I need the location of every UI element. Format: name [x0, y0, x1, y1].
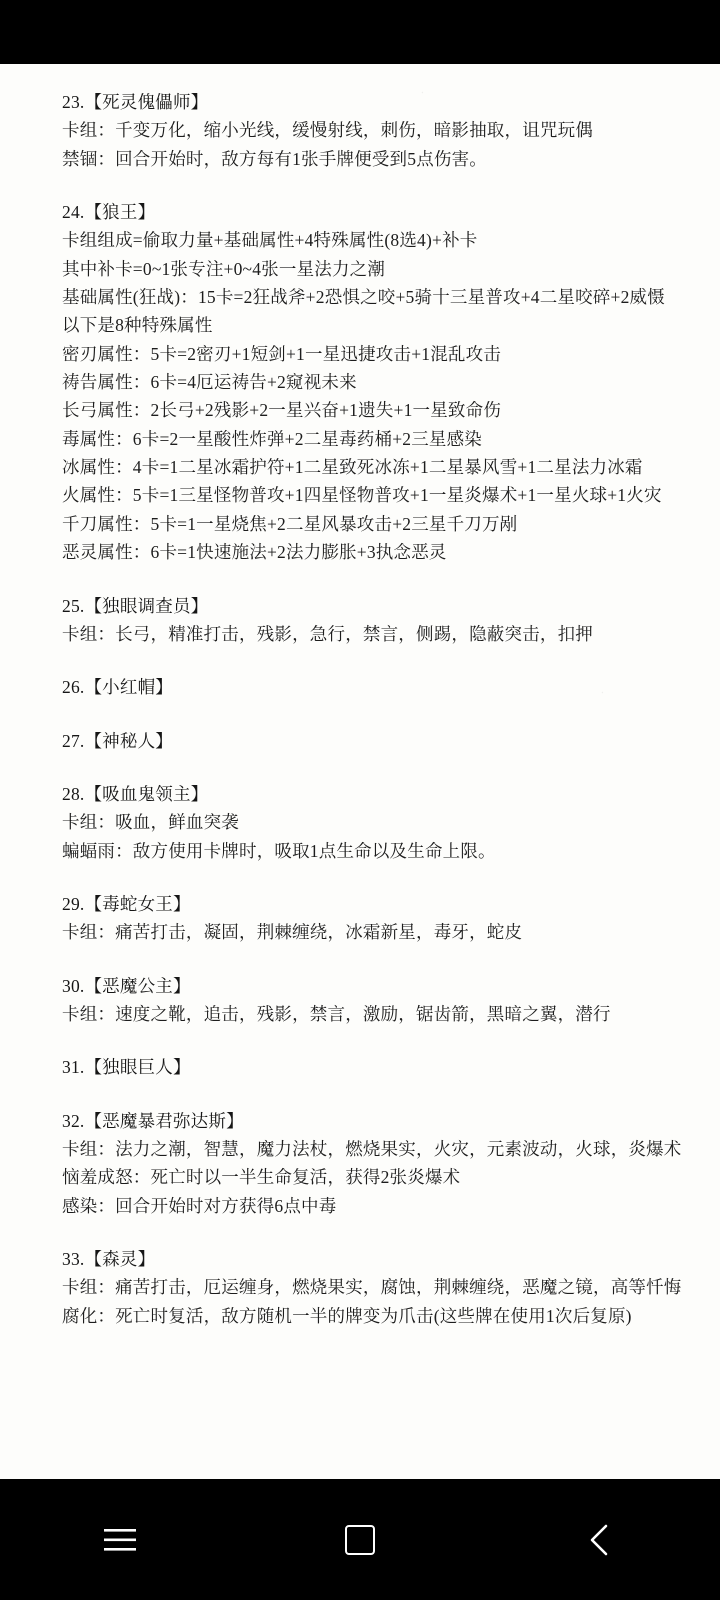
menu-button[interactable]	[60, 1510, 180, 1570]
entry-line: 卡组：痛苦打击，凝固，荆棘缠绕，冰霜新星，毒牙，蛇皮	[62, 922, 523, 943]
entry-title: 31.【独眼巨人】	[62, 1057, 191, 1078]
document-body	[0, 64, 720, 1340]
watermark: ·	[417, 83, 427, 100]
entry-line: 以下是8种特殊属性	[62, 315, 213, 336]
entry-line: 恼羞成怒：死亡时以一半生命复活，获得2张炎爆术	[62, 1167, 461, 1188]
status-bar	[0, 0, 720, 64]
entry-line: 恶灵属性：6卡=1快速施法+2法力膨胀+3执念恶灵	[62, 542, 447, 563]
entry-title: 23.【死灵傀儡师】	[62, 92, 209, 112]
entry-line: 卡组：痛苦打击，厄运缠身，燃烧果实，腐蚀，荆棘缠绕，恶魔之镜，高等忏悔	[62, 1277, 682, 1298]
entry-line: 密刃属性：5卡=2密刃+1短剑+1一星迅捷攻击+1混乱攻击	[62, 343, 502, 364]
document-page[interactable]	[0, 64, 720, 1479]
entry-line: 其中补卡=0~1张专注+0~4张一星法力之潮	[62, 258, 386, 279]
document-entry	[62, 198, 694, 566]
document-entry	[62, 780, 694, 865]
entry-title: 25.【独眼调查员】	[62, 595, 209, 616]
entry-line: 腐化：死亡时复活，敌方随机一半的牌变为爪击(这些牌在使用1次后复原)	[62, 1305, 632, 1326]
entry-title: 30.【恶魔公主】	[62, 975, 191, 996]
entry-title: 27.【神秘人】	[62, 730, 173, 751]
document-entry	[62, 972, 694, 1029]
entry-title: 32.【恶魔暴君弥达斯】	[62, 1110, 244, 1131]
document-entry	[62, 592, 694, 649]
entry-line: 卡组：长弓，精准打击，残影，急行，禁言，侧踢，隐蔽突击，扣押	[62, 623, 593, 644]
entry-line: 冰属性：4卡=1二星冰霜护符+1二星致死冰冻+1二星暴风雪+1二星法力冰霜	[62, 457, 643, 478]
entry-line: 卡组：千变万化，缩小光线，缓慢射线，刺伤，暗影抽取，诅咒玩偶	[62, 120, 593, 141]
home-button[interactable]	[300, 1510, 420, 1570]
entry-title: 26.【小红帽】	[62, 677, 173, 698]
entry-line: 基础属性(狂战)：15卡=2狂战斧+2恐惧之咬+5骑十三星普攻+4二星咬碎+2威慑	[62, 287, 665, 308]
document-entry	[62, 890, 694, 947]
entry-title: 28.【吸血鬼领主】	[62, 783, 209, 804]
entry-line: 卡组组成=偷取力量+基础属性+4特殊属性(8选4)+补卡	[62, 230, 478, 251]
entry-line: 火属性：5卡=1三星怪物普攻+1四星怪物普攻+1一星炎爆术+1一星火球+1火灾	[62, 485, 662, 506]
entry-line: 卡组：吸血，鲜血突袭	[62, 812, 239, 833]
document-entry	[62, 1245, 694, 1330]
document-entry	[62, 1053, 694, 1081]
document-entry	[62, 88, 694, 173]
document-entry	[62, 1107, 694, 1220]
android-navigation-bar	[0, 1479, 720, 1600]
entry-line: 卡组：速度之靴，追击，残影，禁言，激励，锯齿箭，黑暗之翼，潜行	[62, 1003, 611, 1024]
entry-line: 千刀属性：5卡=1一星烧焦+2二星风暴攻击+2三星千刀万剐	[62, 513, 518, 534]
document-entry	[62, 673, 694, 701]
entry-title: 24.【狼王】	[62, 202, 156, 223]
entry-title: 29.【毒蛇女王】	[62, 893, 191, 914]
entry-line: 毒属性：6卡=2一星酸性炸弹+2二星毒药桶+2三星感染	[62, 428, 483, 449]
entry-line: 感染：回合开始时对方获得6点中毒	[62, 1195, 337, 1216]
chevron-left-icon	[587, 1523, 613, 1557]
entry-line: 长弓属性：2长弓+2残影+2一星兴奋+1遗失+1一星致命伤	[62, 400, 502, 421]
entry-line: 禁锢：回合开始时，敌方每有1张手牌便受到5点伤害。	[62, 148, 487, 169]
entry-line: 祷告属性：6卡=4厄运祷告+2窥视未来	[62, 372, 357, 393]
document-entry	[62, 727, 694, 755]
entry-line: 卡组：法力之潮，智慧，魔力法杖，燃烧果实，火灾，元素波动，火球，炎爆术	[62, 1138, 682, 1159]
hamburger-menu-icon	[102, 1527, 138, 1553]
home-square-icon	[345, 1525, 375, 1555]
watermark: ·	[597, 683, 607, 700]
entry-title: 33.【森灵】	[62, 1249, 156, 1269]
back-button[interactable]	[540, 1510, 660, 1570]
entry-line: 蝙蝠雨：敌方使用卡牌时，吸取1点生命以及生命上限。	[62, 840, 496, 861]
